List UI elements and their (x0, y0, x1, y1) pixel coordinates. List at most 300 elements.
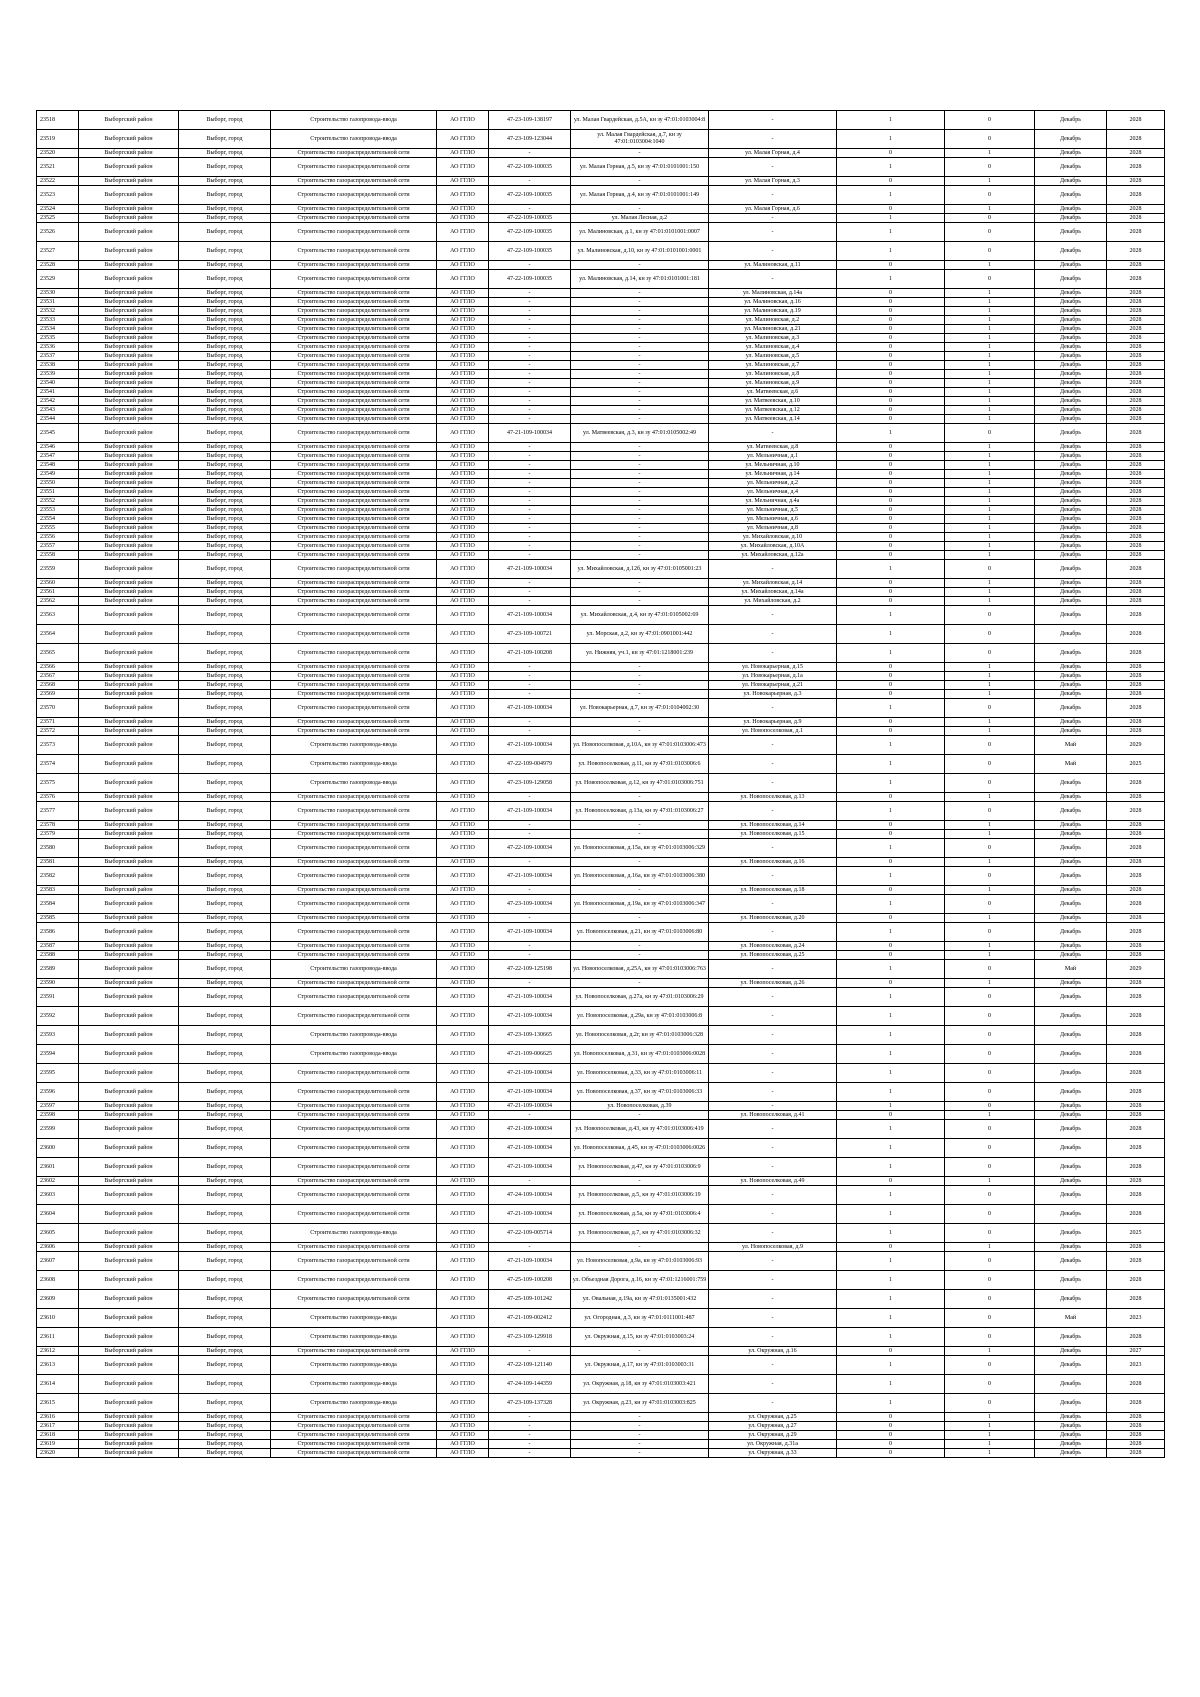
cell-month: Декабрь (1035, 388, 1107, 397)
cell-count-b: 1 (945, 951, 1035, 960)
cell-address: ул. Михайловская, д.10 (709, 533, 837, 542)
cell-district: Выборгский район (79, 149, 179, 158)
cell-address: - (709, 1139, 837, 1158)
cell-address-cadastral: - (571, 443, 709, 452)
cell-month: Декабрь (1035, 214, 1107, 223)
cell-settlement: Выборг, город (179, 560, 271, 579)
cell-organization: АО ГГЛО (437, 343, 489, 352)
cell-year: 2028 (1107, 242, 1165, 261)
cell-work-type: Строительство газораспределительной сети (271, 821, 437, 830)
cell-address: - (709, 1271, 837, 1290)
cell-work-type: Строительство газораспределительной сети (271, 1158, 437, 1177)
cell-organization: АО ГГЛО (437, 214, 489, 223)
cell-row-number: 23554 (37, 515, 79, 524)
table-row (37, 942, 1165, 951)
cell-address-cadastral: ул. Огородная, д.3, кн зу 47:01:0111001:487 (571, 1309, 709, 1328)
table-row (37, 316, 1165, 325)
cell-organization: АО ГГЛО (437, 923, 489, 942)
cell-year: 2029 (1107, 960, 1165, 979)
cell-address: ул. Новокарьерная, д.3 (709, 690, 837, 699)
cell-row-number: 23557 (37, 542, 79, 551)
cell-address-cadastral: - (571, 579, 709, 588)
cell-count-b: 1 (945, 325, 1035, 334)
cell-tu-number: 47-23-109-129918 (489, 1328, 571, 1347)
cell-address-cadastral: - (571, 914, 709, 923)
cell-organization: АО ГГЛО (437, 736, 489, 755)
cell-tu-number: 47-21-109-100034 (489, 1205, 571, 1224)
cell-count-b: 1 (945, 261, 1035, 270)
cell-address-cadastral: ул. Новопоселковая, д.10А, кн зу 47:01:0103006:473 (571, 736, 709, 755)
cell-address: ул. Мельничная, д.2 (709, 479, 837, 488)
cell-work-type: Строительство газораспределительной сети (271, 1120, 437, 1139)
cell-address-cadastral: ул. Новопоселковая, д.16а, кн зу 47:01:0103006:380 (571, 867, 709, 886)
cell-row-number: 23538 (37, 361, 79, 370)
cell-tu-number: 47-21-109-100034 (489, 1158, 571, 1177)
cell-year: 2025 (1107, 1224, 1165, 1243)
table-row (37, 424, 1165, 443)
cell-year: 2028 (1107, 542, 1165, 551)
cell-work-type: Строительство газопровода-ввода (271, 1394, 437, 1413)
cell-settlement: Выборг, город (179, 588, 271, 597)
cell-settlement: Выборг, город (179, 325, 271, 334)
table-row (37, 379, 1165, 388)
cell-count-b: 0 (945, 1026, 1035, 1045)
cell-month: Декабрь (1035, 1111, 1107, 1120)
table-row (37, 886, 1165, 895)
cell-count-b: 0 (945, 1186, 1035, 1205)
cell-district: Выборгский район (79, 560, 179, 579)
cell-tu-number: 47-21-109-006625 (489, 1045, 571, 1064)
cell-count-a: 0 (837, 1431, 945, 1440)
cell-address: - (709, 1186, 837, 1205)
cell-count-b: 1 (945, 551, 1035, 560)
table-row (37, 1431, 1165, 1440)
cell-row-number: 23586 (37, 923, 79, 942)
cell-address: ул. Новокарьерная, д.1а (709, 672, 837, 681)
cell-settlement: Выборг, город (179, 858, 271, 867)
cell-address: ул. Новопоселковая, д.20 (709, 914, 837, 923)
cell-year: 2027 (1107, 1347, 1165, 1356)
cell-count-b: 1 (945, 370, 1035, 379)
cell-year: 2028 (1107, 886, 1165, 895)
cell-year: 2028 (1107, 352, 1165, 361)
cell-work-type: Строительство газораспределительной сети (271, 663, 437, 672)
cell-count-a: 0 (837, 1111, 945, 1120)
table-row (37, 727, 1165, 736)
cell-settlement: Выборг, город (179, 1252, 271, 1271)
table-row (37, 681, 1165, 690)
cell-year: 2028 (1107, 1045, 1165, 1064)
cell-tu-number: 47-21-109-100034 (489, 1064, 571, 1083)
cell-year: 2028 (1107, 1007, 1165, 1026)
cell-work-type: Строительство газораспределительной сети (271, 1007, 437, 1026)
cell-district: Выборгский район (79, 515, 179, 524)
cell-tu-number: - (489, 579, 571, 588)
cell-district: Выборгский район (79, 793, 179, 802)
cell-tu-number: 47-21-109-100034 (489, 560, 571, 579)
table-row (37, 1007, 1165, 1026)
cell-organization: АО ГГЛО (437, 205, 489, 214)
cell-work-type: Строительство газораспределительной сети (271, 424, 437, 443)
cell-month: Декабрь (1035, 1422, 1107, 1431)
cell-address: - (709, 923, 837, 942)
cell-row-number: 23608 (37, 1271, 79, 1290)
cell-settlement: Выборг, город (179, 506, 271, 515)
table-row (37, 588, 1165, 597)
cell-year: 2028 (1107, 699, 1165, 718)
cell-address: - (709, 755, 837, 774)
cell-organization: АО ГГЛО (437, 1449, 489, 1458)
cell-work-type: Строительство газораспределительной сети (271, 560, 437, 579)
cell-tu-number: 47-23-109-100034 (489, 895, 571, 914)
table-body (37, 111, 1165, 1458)
cell-address: ул. Новопоселковая, д.16 (709, 858, 837, 867)
cell-organization: АО ГГЛО (437, 858, 489, 867)
cell-count-a: 0 (837, 205, 945, 214)
cell-year: 2028 (1107, 681, 1165, 690)
cell-address-cadastral: - (571, 261, 709, 270)
cell-settlement: Выборг, город (179, 424, 271, 443)
cell-work-type: Строительство газораспределительной сети (271, 397, 437, 406)
cell-count-a: 1 (837, 1186, 945, 1205)
cell-year: 2028 (1107, 1328, 1165, 1347)
cell-month: Декабрь (1035, 1186, 1107, 1205)
cell-count-b: 1 (945, 1449, 1035, 1458)
cell-row-number: 23601 (37, 1158, 79, 1177)
cell-count-b: 1 (945, 533, 1035, 542)
cell-count-b: 1 (945, 1413, 1035, 1422)
cell-address-cadastral: ул. Малая Лесная, д.2 (571, 214, 709, 223)
cell-year: 2028 (1107, 1177, 1165, 1186)
cell-work-type: Строительство газораспределительной сети (271, 533, 437, 542)
cell-tu-number: - (489, 461, 571, 470)
cell-month: Декабрь (1035, 307, 1107, 316)
cell-work-type: Строительство газораспределительной сети (271, 223, 437, 242)
cell-count-a: 0 (837, 1422, 945, 1431)
cell-address-cadastral: ул. Матвеевская, д.3, кн зу 47:01:0105002:49 (571, 424, 709, 443)
table-row (37, 1120, 1165, 1139)
cell-month: Декабрь (1035, 802, 1107, 821)
table-row (37, 515, 1165, 524)
cell-row-number: 23588 (37, 951, 79, 960)
cell-district: Выборгский район (79, 579, 179, 588)
cell-row-number: 23521 (37, 158, 79, 177)
cell-row-number: 23536 (37, 343, 79, 352)
cell-row-number: 23532 (37, 307, 79, 316)
cell-district: Выборгский район (79, 644, 179, 663)
cell-address-cadastral: - (571, 298, 709, 307)
cell-row-number: 23607 (37, 1252, 79, 1271)
cell-tu-number: - (489, 177, 571, 186)
cell-year: 2028 (1107, 718, 1165, 727)
cell-address: - (709, 111, 837, 130)
cell-settlement: Выборг, город (179, 1413, 271, 1422)
cell-count-b: 0 (945, 1394, 1035, 1413)
cell-row-number: 23595 (37, 1064, 79, 1083)
cell-address-cadastral: - (571, 1347, 709, 1356)
cell-address: - (709, 1309, 837, 1328)
cell-count-b: 1 (945, 397, 1035, 406)
table-row (37, 579, 1165, 588)
cell-work-type: Строительство газопровода-ввода (271, 111, 437, 130)
cell-address: - (709, 186, 837, 205)
table-row (37, 867, 1165, 886)
cell-count-a: 0 (837, 681, 945, 690)
cell-district: Выборгский район (79, 506, 179, 515)
cell-count-a: 0 (837, 1440, 945, 1449)
cell-month: Декабрь (1035, 1102, 1107, 1111)
table-row (37, 858, 1165, 867)
cell-district: Выборгский район (79, 988, 179, 1007)
cell-address-cadastral: ул. Новопоселковая, д.47, кн зу 47:01:0103006:9 (571, 1158, 709, 1177)
cell-count-b: 1 (945, 1177, 1035, 1186)
cell-organization: АО ГГЛО (437, 988, 489, 1007)
cell-count-a: 1 (837, 1007, 945, 1026)
cell-address: - (709, 1064, 837, 1083)
cell-row-number: 23614 (37, 1375, 79, 1394)
cell-count-b: 1 (945, 886, 1035, 895)
cell-tu-number: - (489, 149, 571, 158)
cell-settlement: Выборг, город (179, 343, 271, 352)
cell-year: 2028 (1107, 343, 1165, 352)
table-row (37, 298, 1165, 307)
cell-address-cadastral: ул. Михайловская, д.4, кн зу 47:01:0105002:69 (571, 606, 709, 625)
cell-row-number: 23526 (37, 223, 79, 242)
table-row (37, 325, 1165, 334)
cell-year: 2028 (1107, 406, 1165, 415)
cell-tu-number: - (489, 452, 571, 461)
cell-year: 2028 (1107, 830, 1165, 839)
cell-work-type: Строительство газораспределительной сети (271, 802, 437, 821)
cell-tu-number: - (489, 443, 571, 452)
cell-organization: АО ГГЛО (437, 325, 489, 334)
cell-district: Выборгский район (79, 830, 179, 839)
cell-settlement: Выборг, город (179, 1026, 271, 1045)
cell-count-a: 1 (837, 1394, 945, 1413)
cell-settlement: Выборг, город (179, 830, 271, 839)
cell-tu-number: 47-23-109-123044 (489, 130, 571, 149)
cell-work-type: Строительство газораспределительной сети (271, 1422, 437, 1431)
cell-settlement: Выборг, город (179, 1007, 271, 1026)
table-row (37, 443, 1165, 452)
cell-district: Выборгский район (79, 1007, 179, 1026)
cell-month: Декабрь (1035, 1440, 1107, 1449)
cell-settlement: Выборг, город (179, 205, 271, 214)
table-row (37, 307, 1165, 316)
cell-count-b: 1 (945, 406, 1035, 415)
cell-year: 2028 (1107, 690, 1165, 699)
cell-address-cadastral: - (571, 718, 709, 727)
cell-address: ул. Мельничная, д.10 (709, 461, 837, 470)
cell-count-b: 1 (945, 177, 1035, 186)
cell-tu-number: - (489, 397, 571, 406)
cell-month: Декабрь (1035, 1158, 1107, 1177)
cell-district: Выборгский район (79, 1224, 179, 1243)
cell-district: Выборгский район (79, 979, 179, 988)
table-row (37, 506, 1165, 515)
cell-month: Май (1035, 736, 1107, 755)
cell-year: 2028 (1107, 923, 1165, 942)
cell-tu-number: - (489, 406, 571, 415)
cell-row-number: 23531 (37, 298, 79, 307)
cell-settlement: Выборг, город (179, 289, 271, 298)
cell-year: 2028 (1107, 1440, 1165, 1449)
cell-district: Выборгский район (79, 406, 179, 415)
cell-year: 2028 (1107, 149, 1165, 158)
cell-month: Декабрь (1035, 858, 1107, 867)
cell-month: Декабрь (1035, 560, 1107, 579)
cell-settlement: Выборг, город (179, 177, 271, 186)
cell-district: Выборгский район (79, 1139, 179, 1158)
cell-count-b: 0 (945, 1328, 1035, 1347)
cell-district: Выборгский район (79, 1449, 179, 1458)
cell-address: ул. Мельничная, д.4 (709, 488, 837, 497)
cell-row-number: 23603 (37, 1186, 79, 1205)
cell-address-cadastral: - (571, 497, 709, 506)
table-row (37, 1356, 1165, 1375)
cell-count-a: 0 (837, 177, 945, 186)
cell-month: Декабрь (1035, 1271, 1107, 1290)
cell-address-cadastral: ул. Объездная Дорога, д.16, кн зу 47:01:1216001:759 (571, 1271, 709, 1290)
cell-address-cadastral: ул. Морская, д.2, кн зу 47:01:0901001:442 (571, 625, 709, 644)
cell-district: Выборгский район (79, 1271, 179, 1290)
cell-count-b: 1 (945, 718, 1035, 727)
cell-month: Декабрь (1035, 1224, 1107, 1243)
cell-row-number: 23593 (37, 1026, 79, 1045)
cell-month: Декабрь (1035, 988, 1107, 1007)
cell-address-cadastral: ул. Окружная, д.15, кн зу 47:01:0103003:24 (571, 1328, 709, 1347)
cell-settlement: Выборг, город (179, 361, 271, 370)
cell-count-a: 1 (837, 1224, 945, 1243)
cell-address-cadastral: - (571, 588, 709, 597)
cell-row-number: 23580 (37, 839, 79, 858)
cell-work-type: Строительство газораспределительной сети (271, 1205, 437, 1224)
cell-organization: АО ГГЛО (437, 1083, 489, 1102)
table-row (37, 415, 1165, 424)
cell-tu-number: - (489, 205, 571, 214)
cell-count-b: 0 (945, 644, 1035, 663)
cell-count-b: 1 (945, 343, 1035, 352)
cell-row-number: 23592 (37, 1007, 79, 1026)
cell-count-b: 1 (945, 307, 1035, 316)
cell-work-type: Строительство газопровода-ввода (271, 774, 437, 793)
cell-count-b: 1 (945, 515, 1035, 524)
cell-address-cadastral: ул. Новокарьерная, д.7, кн зу 47:01:0104002:30 (571, 699, 709, 718)
cell-address-cadastral: - (571, 506, 709, 515)
cell-work-type: Строительство газораспределительной сети (271, 177, 437, 186)
cell-organization: АО ГГЛО (437, 452, 489, 461)
cell-month: Декабрь (1035, 352, 1107, 361)
cell-count-b: 1 (945, 1431, 1035, 1440)
cell-address: ул. Михайловская, д.12а (709, 551, 837, 560)
cell-district: Выборгский район (79, 914, 179, 923)
cell-month: Декабрь (1035, 681, 1107, 690)
cell-address-cadastral: - (571, 830, 709, 839)
cell-count-b: 0 (945, 270, 1035, 289)
cell-settlement: Выборг, город (179, 379, 271, 388)
cell-tu-number: 47-21-109-100208 (489, 644, 571, 663)
cell-settlement: Выборг, город (179, 1290, 271, 1309)
cell-tu-number: 47-21-109-100034 (489, 802, 571, 821)
cell-district: Выборгский район (79, 1394, 179, 1413)
document-table (36, 110, 1165, 1458)
cell-organization: АО ГГЛО (437, 606, 489, 625)
cell-address-cadastral: - (571, 307, 709, 316)
cell-work-type: Строительство газораспределительной сети (271, 1431, 437, 1440)
cell-address-cadastral: ул. Окружная, д.17, кн зу 47:01:0103003:31 (571, 1356, 709, 1375)
cell-count-b: 0 (945, 755, 1035, 774)
cell-work-type: Строительство газораспределительной сети (271, 325, 437, 334)
cell-count-b: 1 (945, 352, 1035, 361)
cell-settlement: Выборг, город (179, 839, 271, 858)
table-row (37, 839, 1165, 858)
cell-district: Выборгский район (79, 923, 179, 942)
cell-count-a: 0 (837, 316, 945, 325)
cell-row-number: 23572 (37, 727, 79, 736)
cell-year: 2028 (1107, 379, 1165, 388)
cell-settlement: Выборг, город (179, 1440, 271, 1449)
cell-address: - (709, 1205, 837, 1224)
cell-district: Выборгский район (79, 942, 179, 951)
cell-count-a: 1 (837, 1139, 945, 1158)
cell-year: 2028 (1107, 205, 1165, 214)
cell-organization: АО ГГЛО (437, 942, 489, 951)
cell-work-type: Строительство газораспределительной сети (271, 149, 437, 158)
cell-year: 2028 (1107, 1186, 1165, 1205)
cell-year: 2028 (1107, 186, 1165, 205)
cell-count-a: 1 (837, 1328, 945, 1347)
cell-month: Декабрь (1035, 1243, 1107, 1252)
cell-address: ул. Новопоселковая, д.26 (709, 979, 837, 988)
cell-address-cadastral: ул. Новопоселковая, д.37, кн зу 47:01:0103006:33 (571, 1083, 709, 1102)
cell-count-a: 0 (837, 914, 945, 923)
cell-address-cadastral: ул. Малая Гвардейская, д.7, кн зу 47:01:0103004:1040 (571, 130, 709, 149)
cell-tu-number: 47-22-109-100034 (489, 839, 571, 858)
cell-count-a: 1 (837, 130, 945, 149)
cell-organization: АО ГГЛО (437, 158, 489, 177)
cell-year: 2028 (1107, 452, 1165, 461)
cell-month: Декабрь (1035, 1431, 1107, 1440)
cell-row-number: 23546 (37, 443, 79, 452)
cell-work-type: Строительство газораспределительной сети (271, 1243, 437, 1252)
cell-address-cadastral: - (571, 397, 709, 406)
cell-month: Май (1035, 960, 1107, 979)
cell-district: Выборгский район (79, 588, 179, 597)
cell-row-number: 23524 (37, 205, 79, 214)
cell-tu-number: - (489, 479, 571, 488)
cell-month: Декабрь (1035, 1045, 1107, 1064)
cell-tu-number: - (489, 821, 571, 830)
cell-month: Декабрь (1035, 242, 1107, 261)
cell-count-b: 1 (945, 488, 1035, 497)
cell-address: ул. Новопоселковая, д.25 (709, 951, 837, 960)
cell-organization: АО ГГЛО (437, 111, 489, 130)
table-row (37, 352, 1165, 361)
cell-address: - (709, 960, 837, 979)
cell-month: Декабрь (1035, 149, 1107, 158)
cell-count-a: 1 (837, 1064, 945, 1083)
cell-address: ул. Михайловская, д.14 (709, 579, 837, 588)
cell-row-number: 23537 (37, 352, 79, 361)
cell-count-b: 0 (945, 606, 1035, 625)
cell-work-type: Строительство газораспределительной сети (271, 506, 437, 515)
cell-settlement: Выборг, город (179, 149, 271, 158)
cell-count-b: 0 (945, 560, 1035, 579)
cell-organization: АО ГГЛО (437, 361, 489, 370)
cell-settlement: Выборг, город (179, 606, 271, 625)
cell-count-b: 1 (945, 727, 1035, 736)
table-row (37, 488, 1165, 497)
